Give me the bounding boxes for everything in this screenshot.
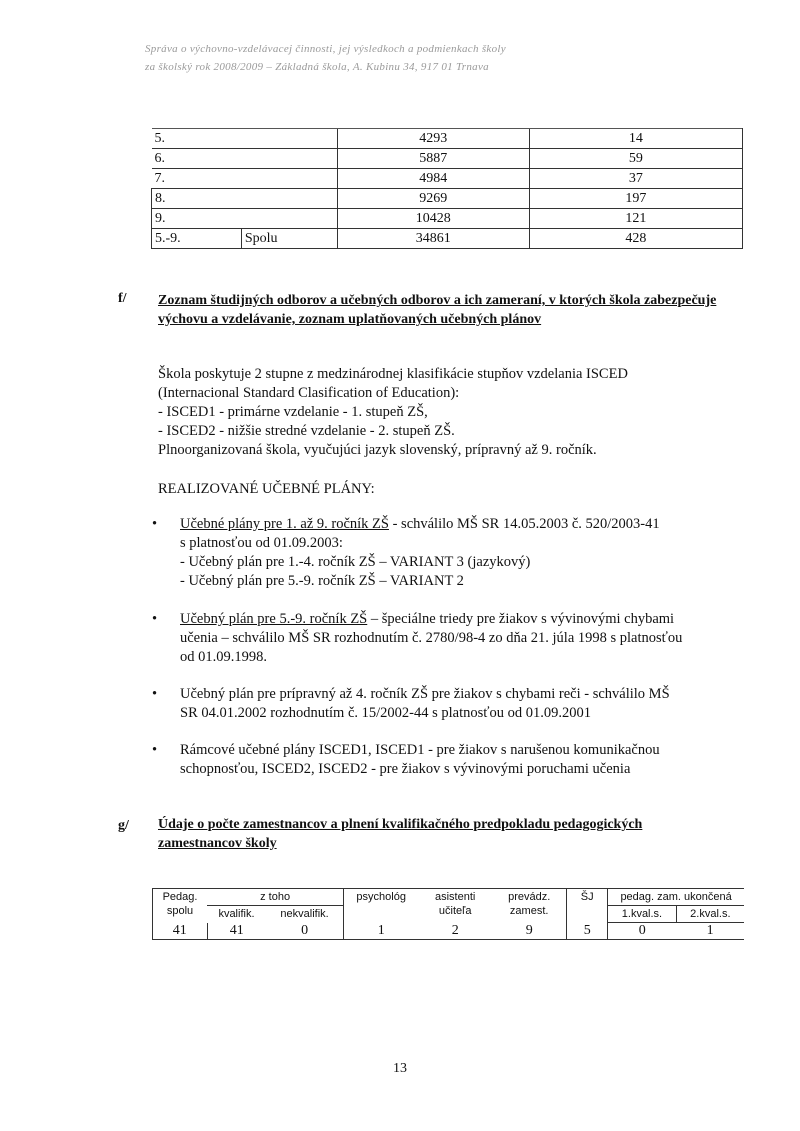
- header-line-1: Správa o výchovno-vzdelávacej činnosti, jej výsledkoch a podmienkach školy: [145, 43, 506, 55]
- table-row: [152, 169, 743, 189]
- bullet-icon: •: [152, 611, 158, 627]
- header-kvalifik: kvalifik.: [207, 906, 266, 923]
- plan-line: schopnosťou, ISCED2, ISCED2 - pre žiakov s vývinovými poruchami učenia: [180, 761, 631, 777]
- value-kvalifik: 41: [207, 923, 266, 940]
- header-kval1: 1.kval.s.: [608, 906, 677, 923]
- value-b-cell: 121: [529, 209, 742, 229]
- header-asistenti: asistenti učiteľa: [418, 889, 492, 923]
- label-cell: [241, 129, 337, 149]
- value-b-cell: 197: [529, 189, 742, 209]
- label-cell: [241, 209, 337, 229]
- paragraph-line: - ISCED2 - nižšie stredné vzdelanie - 2. stupeň ZŠ.: [158, 423, 455, 439]
- value-nekvalifik: 0: [266, 923, 344, 940]
- plan-line: s platnosťou od 01.09.2003:: [180, 535, 343, 551]
- table-row: [152, 189, 743, 209]
- value-a-cell: 4984: [337, 169, 529, 189]
- section-f-paragraph: [158, 365, 738, 460]
- section-f-letter: f/: [118, 291, 127, 306]
- paragraph-line: Škola poskytuje 2 stupne z medzinárodnej klasifikácie stupňov vzdelania ISCED: [158, 366, 628, 382]
- header-psycholog: psychológ: [344, 889, 419, 923]
- table-row: [152, 149, 743, 169]
- section-g-title: Údaje o počte zamestnancov a plnení kvalifikačného predpokladu pedagogických zamestnancov školy: [158, 817, 643, 851]
- plan-text: - schválilo MŠ SR 14.05.2003 č. 520/2003-41: [388, 516, 660, 532]
- table-row: [153, 923, 745, 940]
- plan-line: - Učebný plán pre 5.-9. ročník ZŠ – VARIANT 2: [180, 573, 464, 589]
- plans-heading: REALIZOVANÉ UČEBNÉ PLÁNY:: [158, 481, 375, 497]
- value-a-cell: 4293: [337, 129, 529, 149]
- header-z-toho: z toho: [207, 889, 344, 906]
- plan-text: – špeciálne triedy pre žiakov s vývinovými chybami: [367, 611, 675, 627]
- value-a-cell: 5887: [337, 149, 529, 169]
- plan-text: Učebný plán pre prípravný až 4. ročník ZŠ pre žiakov s chybami reči - schválilo MŠ: [180, 686, 670, 702]
- value-b-cell: 59: [529, 149, 742, 169]
- grade-cell: 5.: [152, 129, 242, 149]
- header-sj: ŠJ: [567, 889, 608, 923]
- plan-title: Učebný plán pre 5.-9. ročník ZŠ: [180, 611, 368, 627]
- table-row: [152, 209, 743, 229]
- plan-line: učenia – schválilo MŠ SR rozhodnutím č. 2780/98-4 zo dňa 21. júla 1998 s platnosťou: [180, 630, 683, 646]
- plan-line: SR 04.01.2002 rozhodnutím č. 15/2002-44 s platnosťou od 01.09.2001: [180, 705, 591, 721]
- plan-line: - Učebný plán pre 1.-4. ročník ZŠ – VARIANT 3 (jazykový): [180, 554, 531, 570]
- header-line-2: za školský rok 2008/2009 – Základná škola, A. Kubinu 34, 917 01 Trnava: [145, 61, 489, 73]
- value-b-cell: 14: [529, 129, 742, 149]
- header-nekvalifik: nekvalifik.: [266, 906, 344, 923]
- table-row: [152, 129, 743, 149]
- value-kval1: 0: [608, 923, 677, 940]
- page-number: 13: [393, 1061, 407, 1076]
- paragraph-line: (Internacional Standard Clasification of Education):: [158, 385, 460, 401]
- label-cell: [241, 149, 337, 169]
- value-a-cell: 9269: [337, 189, 529, 209]
- label-cell: [241, 189, 337, 209]
- header-prevadz: prevádz. zamest.: [492, 889, 567, 923]
- section-f-title: Zoznam študijných odborov a učebných odborov a ich zameraní, v ktorých škola zabezpečuje výchovu a vzdelávanie, zoznam uplatňovaných učebných plánov: [158, 293, 717, 327]
- header-pedag-spolu: Pedag. spolu: [153, 889, 208, 923]
- grades-table: [151, 128, 743, 249]
- paragraph-line: Plnoorganizovaná škola, vyučujúci jazyk slovenský, prípravný až 9. ročník.: [158, 442, 597, 458]
- value-psycholog: 1: [344, 923, 419, 940]
- bullet-icon: •: [152, 742, 158, 758]
- bullet-icon: •: [152, 516, 158, 532]
- value-a-cell: 34861: [337, 229, 529, 249]
- grade-cell: 6.: [152, 149, 242, 169]
- label-cell: [241, 169, 337, 189]
- value-b-cell: 37: [529, 169, 742, 189]
- header-kval2: 2.kval.s.: [676, 906, 744, 923]
- value-b-cell: 428: [529, 229, 742, 249]
- value-pedag-spolu: 41: [153, 923, 208, 940]
- grade-cell: 5.-9.: [152, 229, 242, 249]
- plan-text: Rámcové učebné plány ISCED1, ISCED1 - pre žiakov s narušenou komunikačnou: [180, 742, 660, 758]
- value-kval2: 1: [676, 923, 744, 940]
- plan-line: od 01.09.1998.: [180, 649, 267, 665]
- value-prevadz: 9: [492, 923, 567, 940]
- value-asistenti: 2: [418, 923, 492, 940]
- value-a-cell: 10428: [337, 209, 529, 229]
- plan-title: Učebné plány pre 1. až 9. ročník ZŠ: [180, 516, 389, 532]
- grade-cell: 7.: [152, 169, 242, 189]
- section-g-letter: g/: [118, 818, 129, 833]
- staff-table: [152, 888, 744, 940]
- page-header: [145, 40, 665, 76]
- label-cell: Spolu: [241, 229, 337, 249]
- value-sj: 5: [567, 923, 608, 940]
- bullet-icon: •: [152, 686, 158, 702]
- grade-cell: 8.: [152, 189, 242, 209]
- table-row-total: [152, 229, 743, 249]
- paragraph-line: - ISCED1 - primárne vzdelanie - 1. stupeň ZŠ,: [158, 404, 428, 420]
- header-ukoncena: pedag. zam. ukončená: [608, 889, 744, 906]
- grade-cell: 9.: [152, 209, 242, 229]
